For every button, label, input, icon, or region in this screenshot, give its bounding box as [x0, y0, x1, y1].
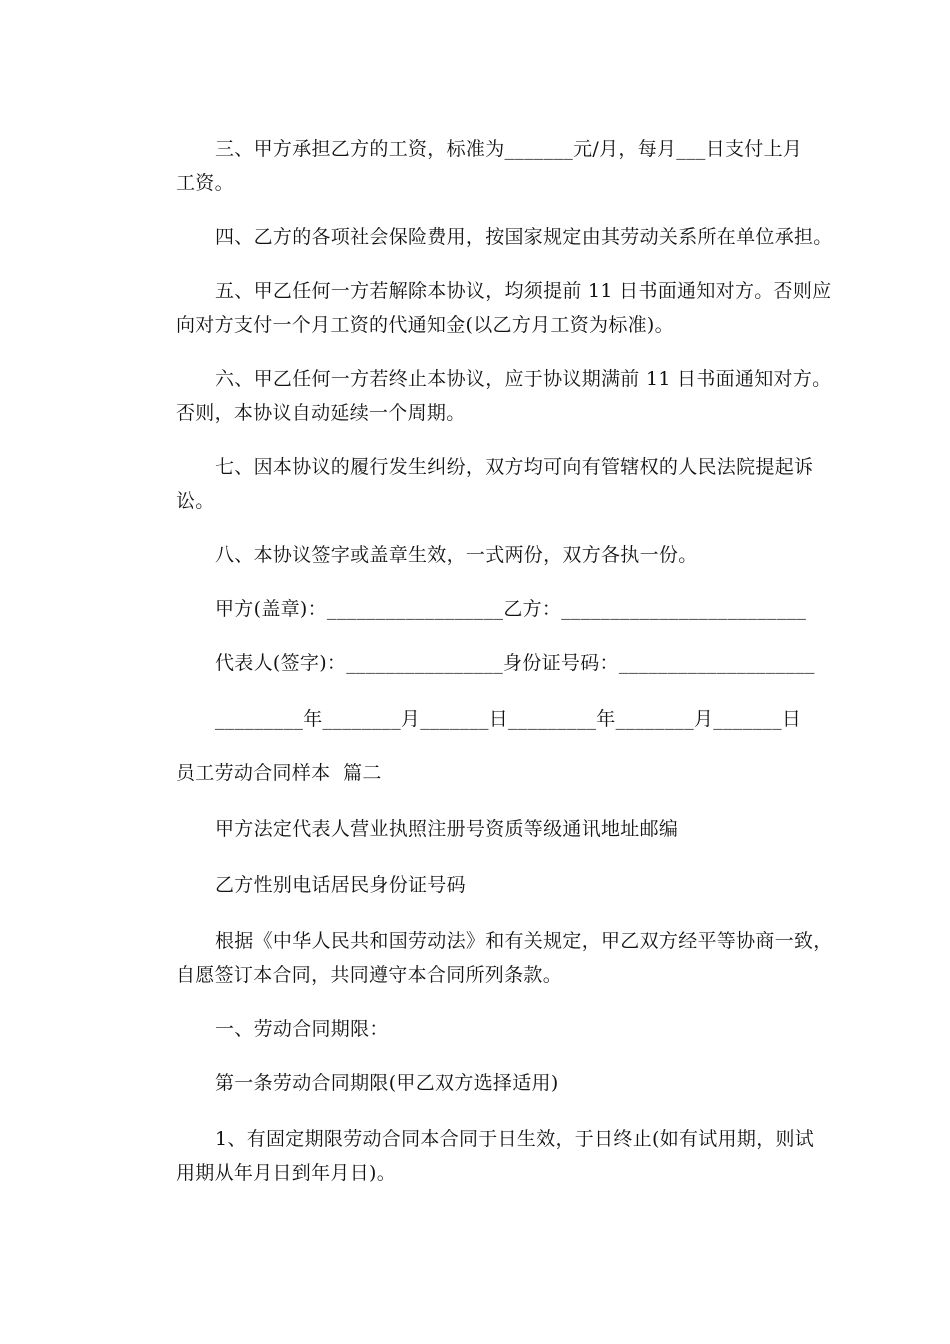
article-1-heading: 第一条劳动合同期限(甲乙双方选择适用) — [215, 1072, 559, 1094]
article-1-item-1-line-2: 用期从年月日到年月日)。 — [176, 1162, 397, 1184]
party-b-fields: 乙方性别电话居民身份证号码 — [215, 874, 466, 896]
preamble-line-2: 自愿签订本合同，共同遵守本合同所列条款。 — [176, 964, 563, 986]
clause-3-line-1: 三、甲方承担乙方的工资，标准为_______元/月，每月___日支付上月 — [215, 138, 803, 160]
party-a-fields: 甲方法定代表人营业执照注册号资质等级通讯地址邮编 — [215, 818, 679, 840]
term-heading: 一、劳动合同期限： — [215, 1018, 389, 1040]
signature-representative-line: 代表人(签字)：________________身份证号码：____________________ — [215, 652, 815, 674]
clause-5-line-1: 五、甲乙任何一方若解除本协议，均须提前 11 日书面通知对方。否则应 — [215, 280, 832, 302]
clause-3-line-2: 工资。 — [176, 172, 234, 194]
clause-7-line-1: 七、因本协议的履行发生纠纷，双方均可向有管辖权的人民法院提起诉 — [215, 456, 814, 478]
signature-party-line: 甲方(盖章)：__________________乙方：_________________________ — [215, 598, 807, 620]
article-1-item-1-line-1: 1、有固定期限劳动合同本合同于日生效，于日终止(如有试用期，则试 — [215, 1128, 815, 1150]
clause-8: 八、本协议签字或盖章生效，一式两份，双方各执一份。 — [215, 544, 698, 566]
signature-date-line: _________年________月_______日_________年________月_______日 — [215, 708, 802, 730]
clause-6-line-1: 六、甲乙任何一方若终止本协议，应于协议期满前 11 日书面通知对方。 — [215, 368, 832, 390]
clause-7-line-2: 讼。 — [176, 490, 215, 512]
clause-6-line-2: 否则，本协议自动延续一个周期。 — [176, 402, 466, 424]
clause-4: 四、乙方的各项社会保险费用，按国家规定由其劳动关系所在单位承担。 — [215, 226, 833, 248]
preamble-line-1: 根据《中华人民共和国劳动法》和有关规定，甲乙双方经平等协商一致， — [215, 930, 833, 952]
clause-5-line-2: 向对方支付一个月工资的代通知金(以乙方月工资为标准)。 — [176, 314, 674, 336]
section-heading: 员工劳动合同样本 篇二 — [176, 762, 382, 784]
